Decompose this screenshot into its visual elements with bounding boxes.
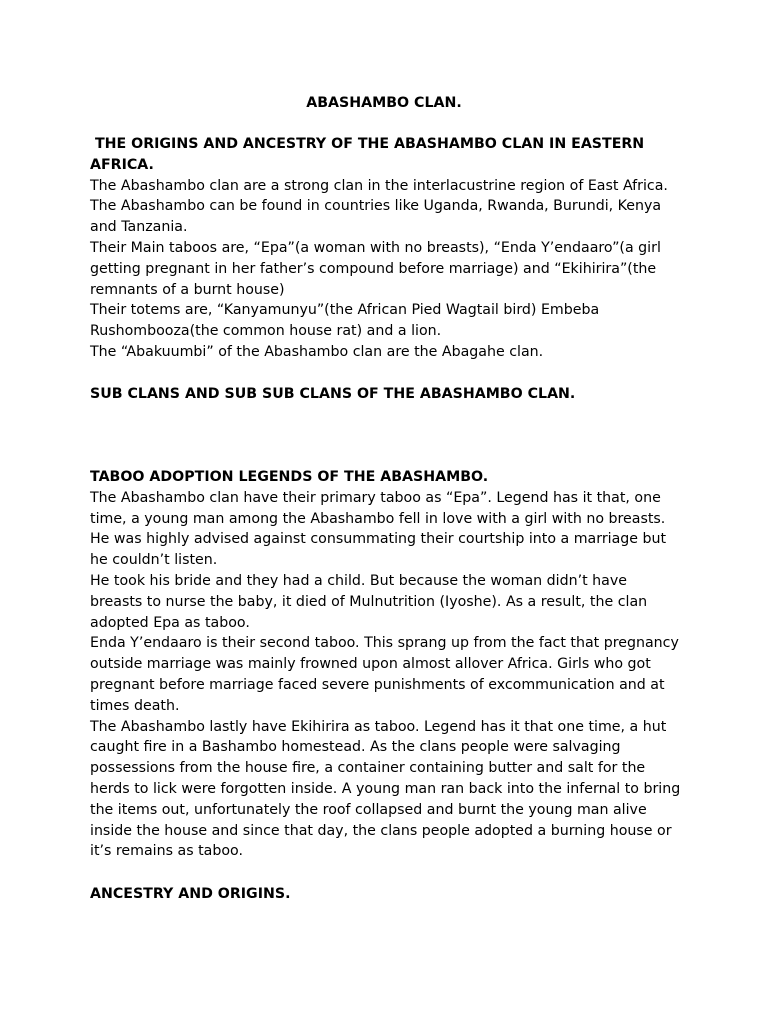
section-origins <box>90 134 682 363</box>
paragraph: The Abashambo clan have their primary taboo as “Epa”. Legend has it that, one time, a young man among the Abashambo fell in love with a girl with no breasts. He was highly advised against consummating their courtship into a marriage but he couldn’t listen. <box>90 489 667 569</box>
section-heading-taboo-legends: TABOO ADOPTION LEGENDS OF THE ABASHAMBO. <box>90 469 489 485</box>
paragraph: Enda Y’endaaro is their second taboo. This sprang up from the fact that pregnancy outside marriage was mainly frowned upon almost allover Africa. Girls who got pregnant before marriage faced severe punishments of excommunication and at times death. <box>90 635 679 714</box>
document-title: ABASHAMBO CLAN. <box>306 95 462 111</box>
paragraph: The “Abakuumbi” of the Abashambo clan are the Abagahe clan. <box>90 343 544 360</box>
section-taboo-legends <box>90 467 682 862</box>
paragraph: The Abashambo clan are a strong clan in the interlacustrine region of East Africa. The Abashambo can be found in countries like Uganda, Rwanda, Burundi, Kenya and Tanzania. <box>90 177 668 236</box>
section-heading-ancestry: ANCESTRY AND ORIGINS. <box>90 886 291 902</box>
section-ancestry <box>90 884 682 905</box>
paragraph: The Abashambo lastly have Ekihirira as taboo. Legend has it that one time, a hut caught fire in a Bashambo homestead. As the clans people were salvaging possessions from the house fire, a container containing butter and salt for the herds to lick were forgotten inside. A young man ran back into the infernal to bring the items out, unfortunately the roof collapsed and burnt the young man alive inside the house and since that day, the clans people adopted a burning house or it’s remains as taboo. <box>90 718 681 860</box>
paragraph: Their Main taboos are, “Epa”(a woman with no breasts), “Enda Y’endaaro”(a girl getting pregnant in her father’s compound before marriage) and “Ekihirira”(the remnants of a burnt house) <box>90 239 661 298</box>
section-heading-subclans: SUB CLANS AND SUB SUB CLANS OF THE ABASHAMBO CLAN. <box>90 386 576 402</box>
section-heading-origins: THE ORIGINS AND ANCESTRY OF THE ABASHAMBO CLAN IN EASTERN AFRICA. <box>90 136 650 173</box>
paragraph: He took his bride and they had a child. But because the woman didn’t have breasts to nurse the baby, it died of Mulnutrition (Iyoshe). As a result, the clan adopted Epa as taboo. <box>90 572 648 631</box>
section-subclans <box>90 384 682 405</box>
paragraph: Their totems are, “Kanyamunyu”(the African Pied Wagtail bird) Embeba Rushombooza(the common house rat) and a lion. <box>90 302 600 340</box>
